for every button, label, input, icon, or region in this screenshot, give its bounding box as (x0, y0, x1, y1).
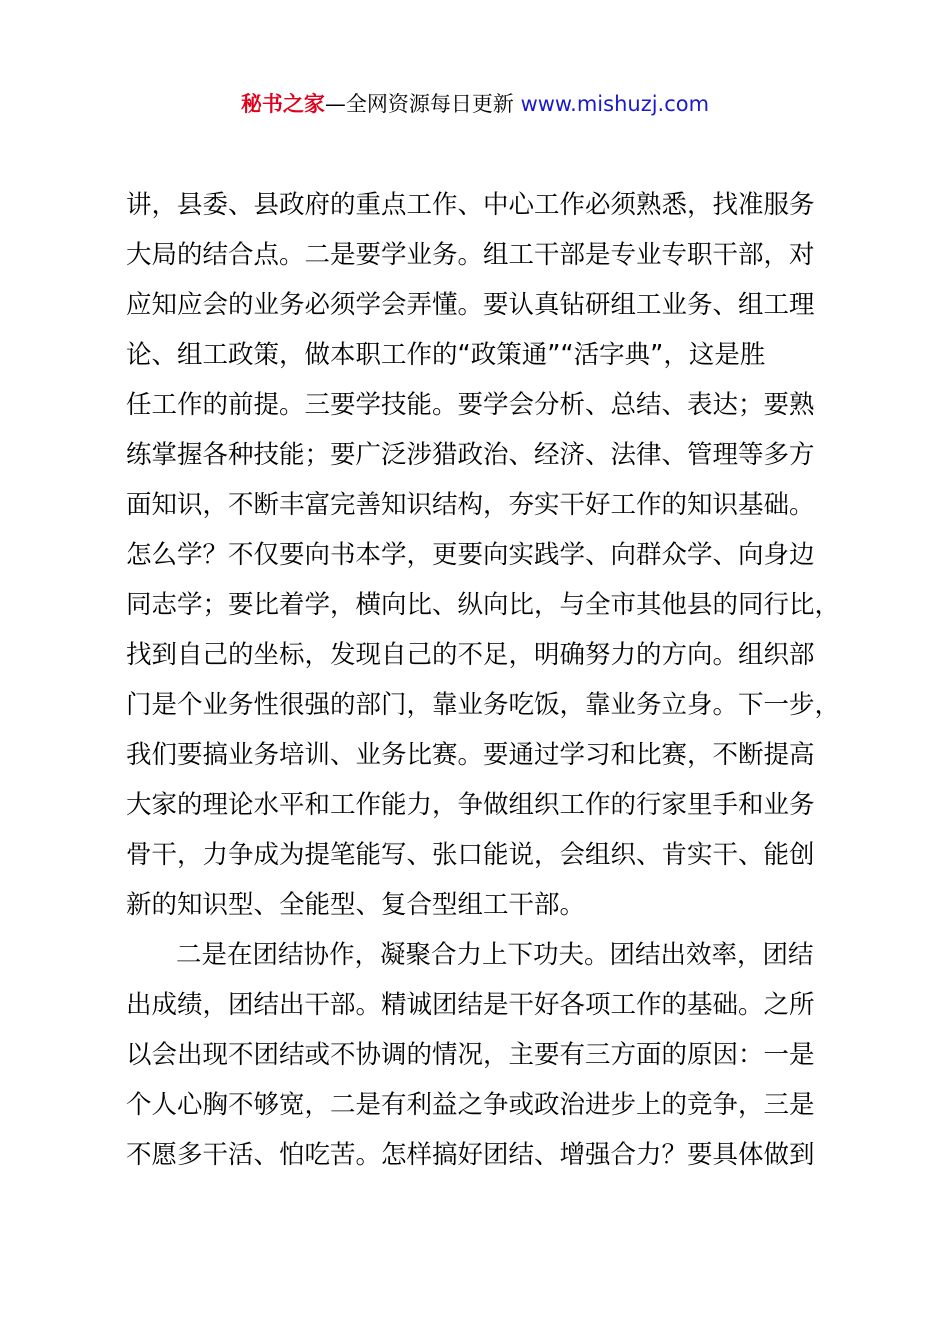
text-line-12: 我们要搞业务培训、业务比赛。要通过学习和比赛，不断提高 (126, 740, 815, 770)
text-line-11: 门是个业务性很强的部门，靠业务吃饭，靠业务立身。下一步， (126, 690, 841, 720)
text-line-8: 怎么学？不仅要向书本学，更要向实践学、向群众学、向身边 (126, 540, 815, 570)
page-header (0, 88, 950, 120)
text-line-5: 任工作的前提。三要学技能。要学会分析、总结、表达；要熟 (126, 390, 815, 420)
paragraph-start-line: 二是在团结协作，凝聚合力上下功夫。团结出效率，团结 (176, 940, 814, 970)
text-line-7: 面知识，不断丰富完善知识结构，夯实干好工作的知识基础。 (126, 490, 815, 520)
text-line-2: 大局的结合点。二是要学业务。组工干部是专业专职干部，对 (126, 240, 815, 270)
text-line-20: 不愿多干活、怕吃苦。怎样搞好团结、增强合力？要具体做到 (126, 1140, 815, 1170)
text-line-18: 以会出现不团结或不协调的情况，主要有三方面的原因：一是 (126, 1040, 815, 1070)
header-tagline: —全网资源每日更新 (324, 92, 521, 116)
site-url-link[interactable]: www.mishuzj.com (520, 92, 710, 116)
text-line-17: 出成绩，团结出干部。精诚团结是干好各项工作的基础。之所 (126, 990, 815, 1020)
text-line-13: 大家的理论水平和工作能力，争做组织工作的行家里手和业务 (126, 790, 815, 820)
text-line-6: 练掌握各种技能；要广泛涉猎政治、经济、法律、管理等多方 (126, 440, 815, 470)
text-line-10: 找到自己的坐标，发现自己的不足，明确努力的方向。组织部 (126, 640, 815, 670)
text-line-19: 个人心胸不够宽，二是有利益之争或政治进步上的竞争，三是 (126, 1090, 815, 1120)
text-line-9: 同志学；要比着学，横向比、纵向比，与全市其他县的同行比， (126, 590, 841, 620)
text-line-15: 新的知识型、全能型、复合型组工干部。 (126, 890, 586, 920)
text-line-1: 讲，县委、县政府的重点工作、中心工作必须熟悉，找准服务 (126, 190, 815, 220)
text-line-4: 论、组工政策，做本职工作的“政策通”“活字典”，这是胜 (126, 340, 766, 370)
text-line-3: 应知应会的业务必须学会弄懂。要认真钻研组工业务、组工理 (126, 290, 815, 320)
brand-name: 秘书之家 (240, 92, 325, 116)
text-line-14: 骨干，力争成为提笔能写、张口能说，会组织、肯实干、能创 (126, 840, 815, 870)
document-body (126, 180, 841, 1180)
